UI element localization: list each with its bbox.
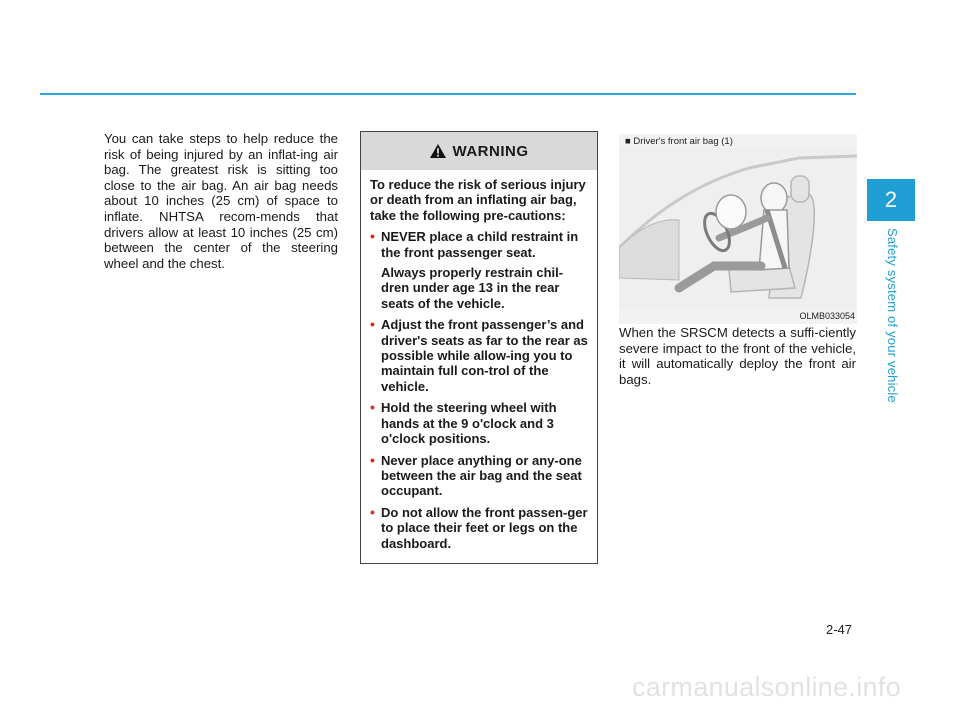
warning-title: WARNING xyxy=(452,142,529,160)
warning-list xyxy=(370,229,589,551)
bullet-icon: • xyxy=(370,316,375,333)
warning-header xyxy=(361,132,597,170)
figure-caption: ■ Driver's front air bag (1) xyxy=(625,136,733,147)
bullet-icon: • xyxy=(370,503,375,520)
figure-code: OLMB033054 xyxy=(799,311,855,321)
driver-airbag-illustration xyxy=(619,148,857,308)
chapter-title: Safety system of your vehicle xyxy=(885,228,900,403)
left-paragraph: You can take steps to help reduce the risk of being injured by an inflat-ing air bag. The greatest risk is sitting too close to the air bag. An air bag needs about 10 inches (25 cm) of space to inflate. NHTSA recom-mends that drivers allow at least 10 inches (25 cm) between the center of the steering wheel and the chest. xyxy=(104,131,338,271)
airbag-figure xyxy=(619,134,857,324)
warning-item-text: NEVER place a child restraint in the front passenger seat. xyxy=(381,229,579,260)
warning-item xyxy=(370,229,589,311)
warning-item xyxy=(370,400,589,446)
warning-item-text: Adjust the front passenger’s and driver's seats as far to the rear as possible while allow-ing you to maintain full con-trol of the vehicle. xyxy=(381,317,588,394)
warning-intro: To reduce the risk of serious injury or death from an inflating air bag, take the following pre-cautions: xyxy=(370,177,586,223)
warning-item xyxy=(370,505,589,551)
warning-icon xyxy=(430,144,446,158)
watermark: carmanualsonline.info xyxy=(632,672,901,702)
warning-item-text: Do not allow the front passen-ger to place their feet or legs on the dashboard. xyxy=(381,504,588,551)
chapter-number-tab xyxy=(867,179,915,221)
warning-item xyxy=(370,453,589,499)
page-number: 2-47 xyxy=(826,622,853,637)
chapter-number: 2 xyxy=(884,187,898,212)
warning-item xyxy=(370,317,589,394)
bullet-icon: • xyxy=(370,399,375,416)
top-rule xyxy=(40,93,856,95)
warning-item-subtext: Always properly restrain chil-dren under age 13 in the rear seats of the vehicle. xyxy=(381,265,564,311)
warning-box xyxy=(360,131,598,564)
warning-body xyxy=(361,170,597,551)
bullet-icon: • xyxy=(370,228,375,245)
warning-item-text: Never place anything or any-one between the air bag and the seat occupant. xyxy=(381,452,582,499)
right-paragraph: When the SRSCM detects a suffi-ciently severe impact to the front of the vehicle, it will automatically deploy the front air bags. xyxy=(619,325,856,387)
bullet-icon: • xyxy=(370,451,375,468)
warning-item-text: Hold the steering wheel with hands at the 9 o'clock and 3 o'clock positions. xyxy=(381,400,557,447)
